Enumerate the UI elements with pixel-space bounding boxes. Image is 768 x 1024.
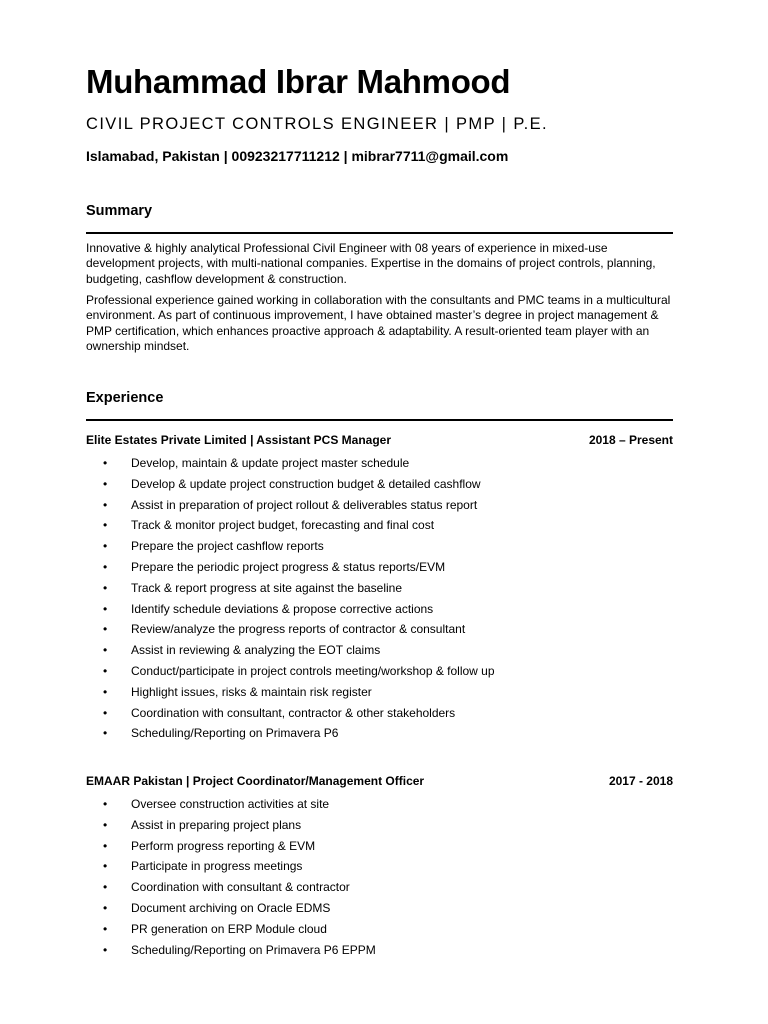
summary-heading: Summary	[86, 203, 153, 219]
duty-text: Coordination with consultant, contractor & other stakeholders	[131, 705, 456, 720]
bullet-icon: •	[103, 518, 108, 533]
duty-text: Identify schedule deviations & propose corrective actions	[131, 601, 434, 616]
duty-text: Participate in progress meetings	[131, 859, 303, 874]
bullet-icon: •	[103, 456, 108, 470]
bullet-icon: •	[103, 817, 108, 832]
summary-divider	[86, 232, 673, 234]
duty-text: Scheduling/Reporting on Primavera P6	[131, 726, 339, 741]
bullet-icon: •	[103, 726, 108, 741]
bullet-icon: •	[103, 580, 108, 595]
bullet-icon: •	[103, 663, 108, 678]
bullet-icon: •	[103, 539, 108, 554]
list-item	[86, 601, 673, 622]
bullet-icon: •	[103, 559, 108, 574]
duty-text: Document archiving on Oracle EDMS	[131, 900, 331, 915]
list-item	[86, 942, 673, 963]
duty-text: Assist in reviewing & analyzing the EOT claims	[131, 643, 381, 658]
duty-text: Coordination with consultant & contractor	[131, 880, 350, 895]
summary-paragraph-2: Professional experience gained working in collaboration with the consultants and PMC teams in a multicultural environment. As part of continuous improvement, I have obtained master’s degree in project management & PMP certification, which enhances proactive approach & adaptability. A result-oriented team player with an ownership mindset.	[86, 293, 671, 353]
duty-text: Develop & update project construction budget & detailed cashflow	[131, 476, 481, 491]
bullet-icon: •	[103, 838, 108, 853]
bullet-icon: •	[103, 797, 108, 811]
duty-text: Track & report progress at site against the baseline	[131, 580, 403, 595]
job-duties-emaar	[86, 796, 673, 962]
summary-paragraph-1: Innovative & highly analytical Professional Civil Engineer with 08 years of experience in mixed-use development projects, with multi-national companies. Expertise in the domains of project controls, planning, budgeting, cashflow development & construction.	[86, 241, 656, 286]
duty-text: Develop, maintain & update project master schedule	[131, 456, 410, 470]
bullet-icon: •	[103, 921, 108, 936]
job-duties-elite-estates	[86, 455, 673, 746]
duty-text: Perform progress reporting & EVM	[131, 838, 316, 853]
bullet-icon: •	[103, 476, 108, 491]
bullet-icon: •	[103, 622, 108, 637]
experience-heading: Experience	[86, 390, 164, 406]
bullet-icon: •	[103, 684, 108, 699]
job-dates-elite-estates: 2018 – Present	[588, 433, 673, 447]
list-item	[86, 517, 673, 538]
list-item	[86, 838, 673, 859]
bullet-icon: •	[103, 942, 108, 957]
list-item	[86, 879, 673, 900]
list-item	[86, 538, 673, 559]
bullet-icon: •	[103, 643, 108, 658]
professional-headline: CIVIL PROJECT CONTROLS ENGINEER | PMP | P.E.	[86, 115, 548, 133]
contact-line: Islamabad, Pakistan | 00923217711212 | mibrar7711@gmail.com	[86, 148, 509, 164]
list-item	[86, 642, 673, 663]
list-item	[86, 725, 673, 746]
list-item	[86, 455, 673, 476]
job-title-emaar: EMAAR Pakistan | Project Coordinator/Management Officer	[86, 774, 425, 788]
bullet-icon: •	[103, 880, 108, 895]
list-item	[86, 921, 673, 942]
duty-text: Review/analyze the progress reports of contractor & consultant	[131, 622, 466, 637]
duty-text: PR generation on ERP Module cloud	[131, 921, 327, 936]
list-item	[86, 497, 673, 518]
bullet-icon: •	[103, 601, 108, 616]
duty-text: Oversee construction activities at site	[131, 797, 330, 811]
list-item	[86, 476, 673, 497]
experience-divider	[86, 419, 673, 421]
duty-text: Track & monitor project budget, forecasting and final cost	[131, 518, 435, 533]
list-item	[86, 621, 673, 642]
list-item	[86, 580, 673, 601]
duty-text: Assist in preparing project plans	[131, 817, 302, 832]
bullet-icon: •	[103, 900, 108, 915]
bullet-icon: •	[103, 497, 108, 512]
duty-text: Assist in preparation of project rollout & deliverables status report	[131, 497, 478, 512]
list-item	[86, 900, 673, 921]
list-item	[86, 684, 673, 705]
list-item	[86, 796, 673, 817]
list-item	[86, 663, 673, 684]
job-dates-emaar: 2017 - 2018	[608, 774, 673, 788]
duty-text: Prepare the periodic project progress & status reports/EVM	[131, 559, 446, 574]
duty-text: Scheduling/Reporting on Primavera P6 EPPM	[131, 942, 376, 957]
duty-text: Conduct/participate in project controls meeting/workshop & follow up	[131, 663, 495, 678]
duty-text: Highlight issues, risks & maintain risk register	[131, 684, 372, 699]
job-title-elite-estates: Elite Estates Private Limited | Assistant PCS Manager	[86, 433, 392, 447]
list-item	[86, 705, 673, 726]
list-item	[86, 817, 673, 838]
candidate-name: Muhammad Ibrar Mahmood	[86, 63, 511, 100]
list-item	[86, 858, 673, 879]
bullet-icon: •	[103, 859, 108, 874]
bullet-icon: •	[103, 705, 108, 720]
list-item	[86, 559, 673, 580]
duty-text: Prepare the project cashflow reports	[131, 539, 324, 554]
